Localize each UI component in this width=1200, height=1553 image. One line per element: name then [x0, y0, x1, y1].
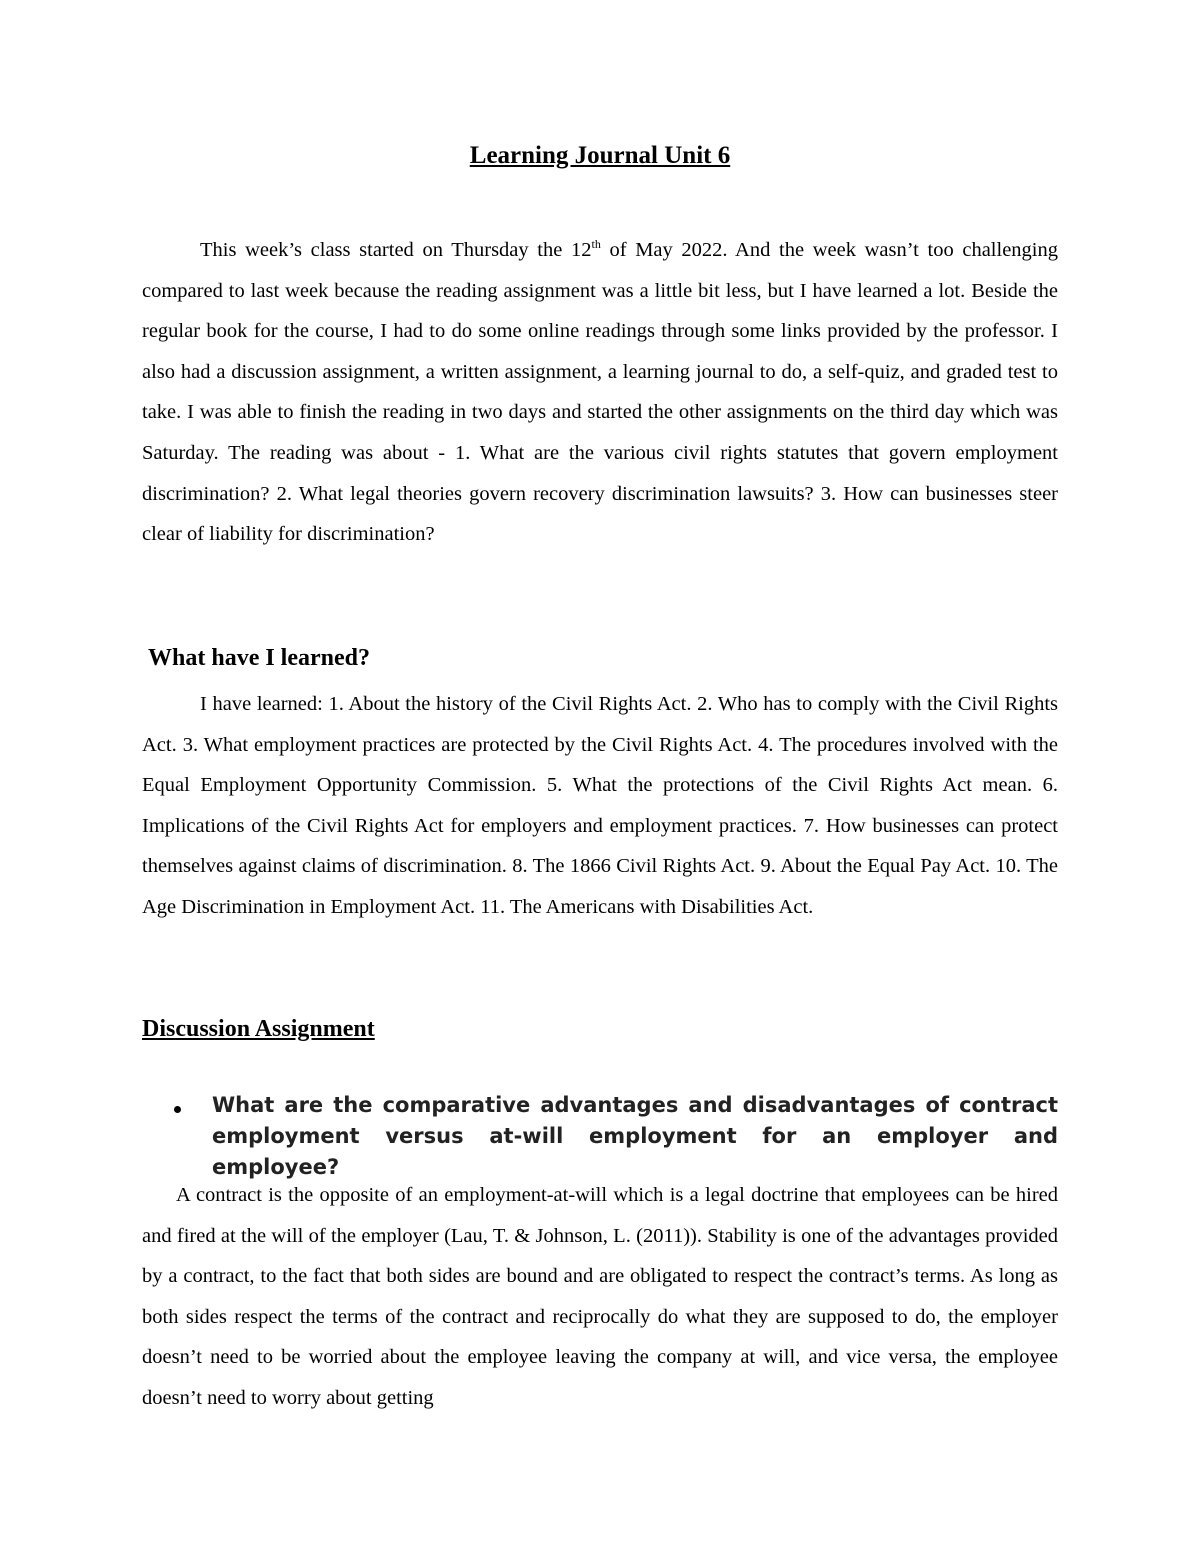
intro-paragraph	[142, 230, 1058, 555]
discussion-question: What are the comparative advantages and disadvantages of contract employment versus at-will employment for an employer and employee?	[212, 1093, 1058, 1179]
intro-text-start: This week’s class started on Thursday the 12	[200, 239, 592, 261]
intro-text-rest: of May 2022. And the week wasn’t too challenging compared to last week because the reading assignment was a little bit less, but I have learned a lot. Beside the regular book for the course, I had to do some online readings through some links provided by the professor. I also had a discussion assignment, a written assignment, a learning journal to do, a self-quiz, and graded test to take. I was able to finish the reading in two days and started the other assignments on the third day which was Saturday. The reading was about - 1. What are the various civil rights statutes that govern employment discrimination? 2. What legal theories govern recovery discrimination lawsuits? 3. How can businesses steer clear of liability for discrimination?	[142, 239, 1058, 546]
discussion-heading: Discussion Assignment	[142, 1016, 375, 1042]
bullet-icon	[174, 1106, 181, 1113]
page-title: Learning Journal Unit 6	[469, 142, 731, 169]
discussion-question-item	[142, 1090, 1058, 1183]
learned-heading: What have I learned?	[148, 645, 370, 671]
discussion-answer-paragraph: A contract is the opposite of an employment-at-will which is a legal doctrine that employees can be hired and fired at the will of the employer (Lau, T. & Johnson, L. (2011)). Stability is one of the advantages provided by a contract, to the fact that both sides are bound and are obligated to respect the contract’s terms. As long as both sides respect the terms of the contract and reciprocally do what they are supposed to do, the employer doesn’t need to be worried about the employee leaving the company at will, and vice versa, the employee doesn’t need to worry about getting	[142, 1184, 1058, 1409]
learned-paragraph: I have learned: 1. About the history of the Civil Rights Act. 2. Who has to comply with the Civil Rights Act. 3. What employment practices are protected by the Civil Rights Act. 4. The procedures involved with the Equal Employment Opportunity Commission. 5. What the protections of the Civil Rights Act mean. 6. Implications of the Civil Rights Act for employers and employment practices. 7. How businesses can protect themselves against claims of discrimination. 8. The 1866 Civil Rights Act. 9. About the Equal Pay Act. 10. The Age Discrimination in Employment Act. 11. The Americans with Disabilities Act.	[142, 693, 1058, 918]
intro-date-suffix: th	[591, 237, 601, 252]
